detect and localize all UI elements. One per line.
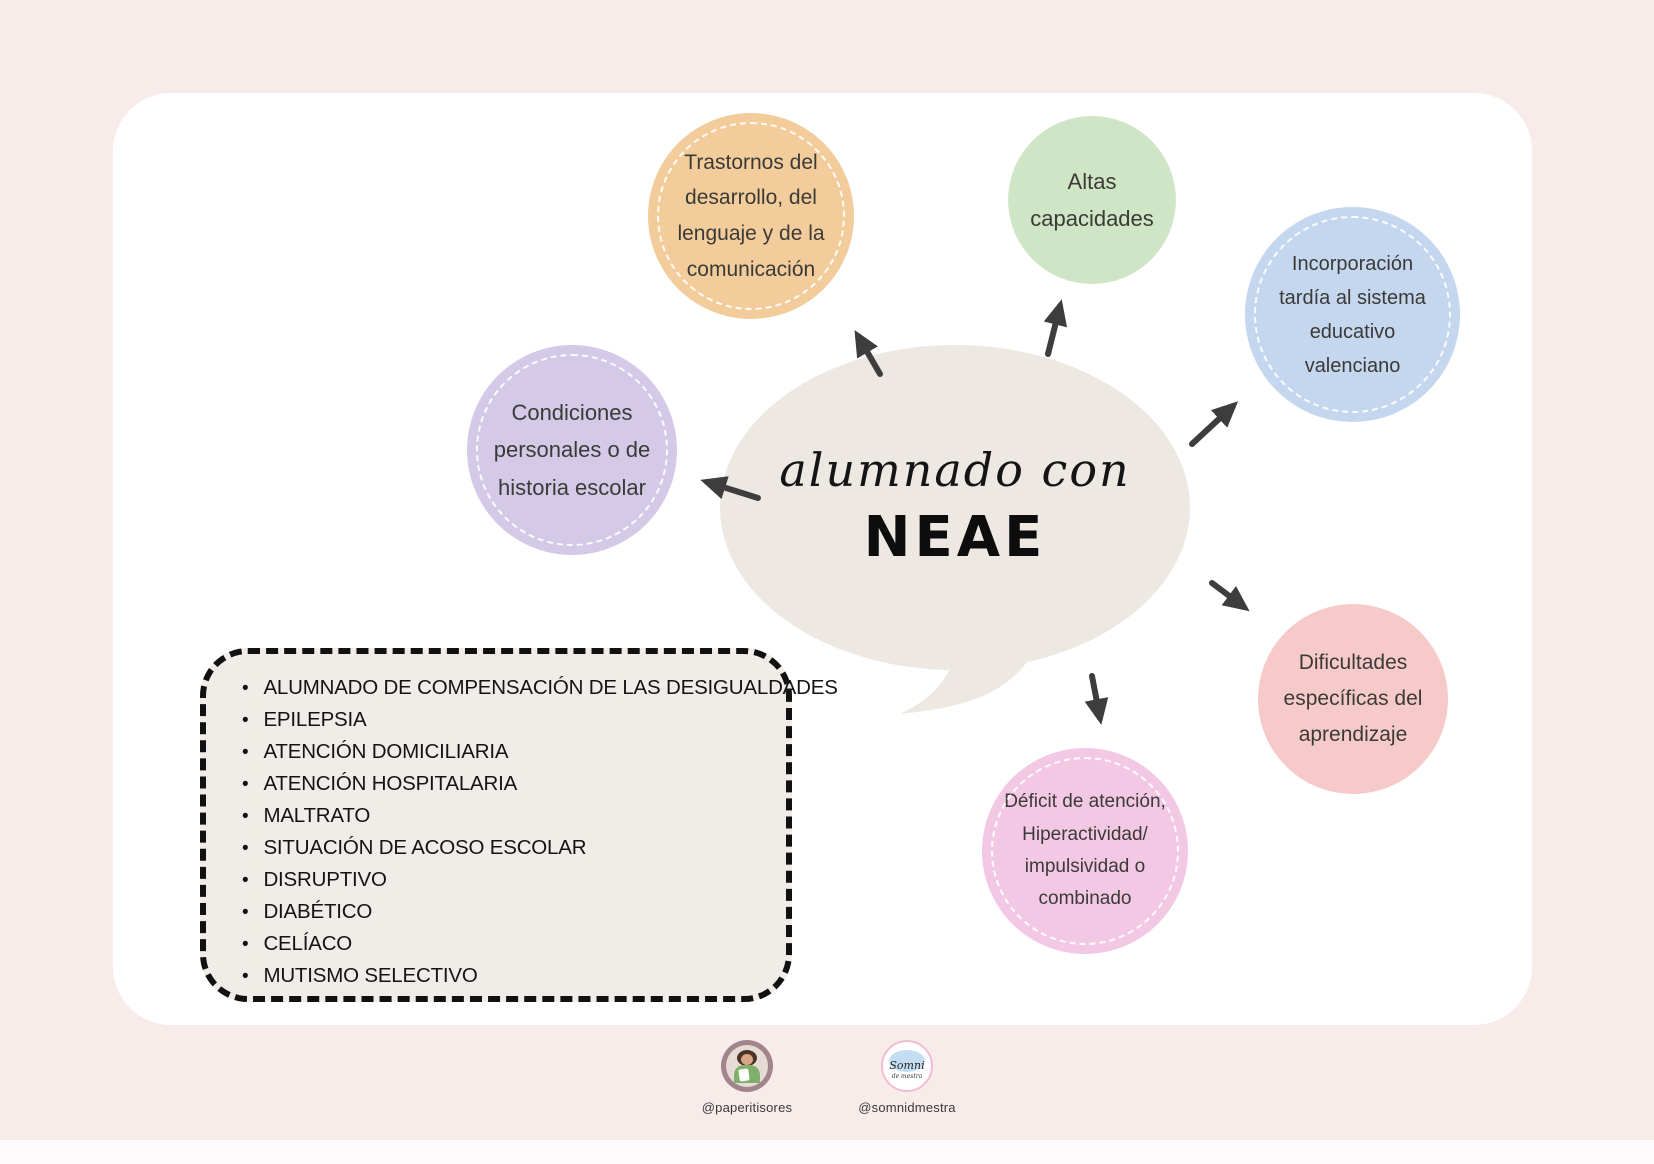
somni-logo-text: Somni [889,1059,925,1072]
list-item: • DISRUPTIVO [242,864,756,896]
paperitisores-avatar-illustration [726,1045,768,1087]
somni-logo-subtext: de mestra [891,1073,923,1080]
node-deficit-atencion [982,748,1188,954]
node-deficit-atencion-label: Déficit de atención, Hiperactividad/ impulsividad o combinado [1004,791,1166,910]
node-dificultades-especificas [1258,604,1448,794]
somnidmestra-avatar [881,1040,933,1092]
footer-credits [0,1040,1654,1120]
list-item: • CELÍACO [242,928,756,960]
node-condiciones-personales-label: Condiciones personales o de historia escolar [493,399,651,500]
list-item: • EPILEPSIA [242,704,756,736]
credit-paperitisores [687,1040,807,1120]
central-speech-bubble [720,345,1190,670]
bubble-title-acronym: NEAE [863,505,1047,571]
paperitisores-handle: @paperitisores [701,1100,793,1115]
bubble-title-script: alumnado con [779,442,1131,497]
node-incorporacion-tardia [1245,207,1460,422]
list-item: • ATENCIÓN DOMICILIARIA [242,736,756,768]
list-item: • SITUACIÓN DE ACOSO ESCOLAR [242,832,756,864]
node-dificultades-especificas-label: Dificultades específicas del aprendizaje [1283,651,1423,746]
list-item: • MALTRATO [242,800,756,832]
list-item: • DIABÉTICO [242,896,756,928]
node-incorporacion-tardia-label: Incorporación tardía al sistema educativo valenciano [1279,252,1426,377]
node-trastornos-label: Trastornos del desarrollo, del lenguaje y de la comunicación [677,150,825,281]
node-altas-capacidades-label: Altas capacidades [1030,168,1154,231]
compensation-list-box [200,648,838,1002]
compensation-list [242,672,838,992]
node-altas-capacidades [1008,116,1176,284]
node-condiciones-personales [467,345,677,555]
list-item: • ATENCIÓN HOSPITALARIA [242,768,756,800]
node-trastornos [648,113,854,319]
somnidmestra-handle: @somnidmestra [858,1100,956,1115]
list-item: • ALUMNADO DE COMPENSACIÓN DE LAS DESIGUALDADES [242,672,756,704]
list-item: • MUTISMO SELECTIVO [242,960,756,992]
paperitisores-avatar [721,1040,773,1092]
credit-somnidmestra [847,1040,967,1120]
bottom-white-strip [0,1140,1654,1164]
